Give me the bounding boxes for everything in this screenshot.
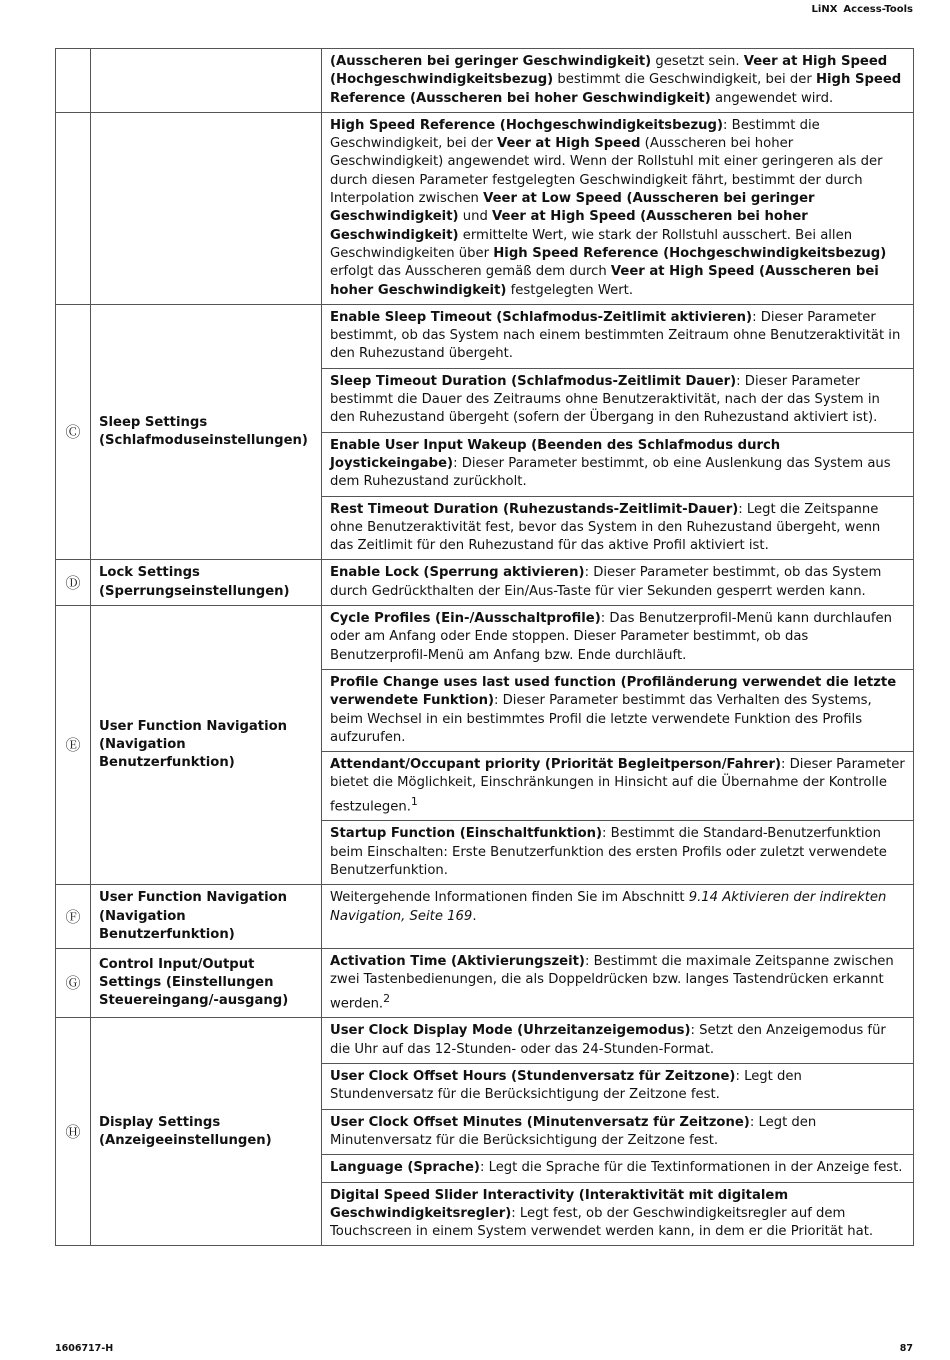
- brand-name: LiNX: [811, 4, 838, 15]
- description-cell: User Clock Offset Hours (Stundenversatz für Zeitzone): Legt den Stundenversatz für die Berücksichtigung der Zeitzone fest.: [322, 1064, 914, 1110]
- description-cell: Activation Time (Aktivierungszeit): Bestimmt die maximale Zeitspanne zwischen zwei Tastenbedienungen, die als Doppeldrücken bzw. langes Tastendrücken erkannt werden.$^2$: [322, 949, 914, 1018]
- description-cell: Language (Sprache): Legt die Sprache für die Textinformationen in der Anzeige fest.: [322, 1155, 914, 1182]
- description-cell: Profile Change uses last used function (Profiländerung verwendet die letzte verwendete Funktion): Dieser Parameter bestimmt das Verhalten des Systems, beim Wechsel in ein bestimmtes Profil die letzte verwendete Funktion des Profils aufzurufen.: [322, 669, 914, 751]
- description-cell: Enable User Input Wakeup (Beenden des Schlafmodus durch Joystickeingabe): Dieser Parameter bestimmt, ob eine Auslenkung das System aus dem Ruhezustand zurückholt.: [322, 432, 914, 496]
- description-cell: Startup Function (Einschaltfunktion): Bestimmt die Standard-Benutzerfunktion beim Einschalten: Erste Benutzerfunktion des ersten Profils oder zuletzt verwendete Benutzerfunktion.: [322, 821, 914, 885]
- setting-group-name: User Function Navigation (Navigation Benutzerfunktion): [91, 606, 322, 885]
- description-cell: Attendant/Occupant priority (Priorität Begleitperson/Fahrer): Dieser Parameter bietet die Möglichkeit, Einschränkungen in Hinsicht auf die Übernahme der Kontrolle festzulegen.$^1$: [322, 752, 914, 821]
- table-row: [56, 949, 914, 1018]
- page-number: 87: [899, 1343, 913, 1354]
- table-row: [56, 304, 914, 368]
- setting-group-name: Control Input/Output Settings (Einstellungen Steuereingang/-ausgang): [91, 949, 322, 1018]
- table-row: [56, 606, 914, 670]
- settings-table: [55, 48, 914, 1246]
- setting-group-name: Sleep Settings (Schlafmoduseinstellungen): [91, 304, 322, 560]
- page-header: [812, 4, 913, 15]
- cross-reference-link[interactable]: 9.14 Aktivieren der indirekten Navigation, Seite 169: [330, 890, 887, 924]
- setting-group-name: Lock Settings (Sperrungseinstellungen): [91, 560, 322, 606]
- description-cell: Enable Sleep Timeout (Schlafmodus-Zeitlimit aktivieren): Dieser Parameter bestimmt, ob das System nach einem bestimmten Zeitraum ohne Benutzeraktivität in den Ruhezustand übergeht.: [322, 304, 914, 368]
- table-row: [56, 49, 914, 113]
- document-id: 1606717-H: [55, 1343, 114, 1354]
- marker-g: Ⓖ: [56, 949, 91, 1018]
- footnote-ref: 1: [410, 794, 418, 808]
- marker-e: Ⓔ: [56, 606, 91, 885]
- table-row: [56, 885, 914, 949]
- description-cell: User Clock Display Mode (Uhrzeitanzeigemodus): Setzt den Anzeigemodus für die Uhr auf das 12-Stunden- oder das 24-Stunden-Format.: [322, 1018, 914, 1064]
- footnote-ref: 2: [383, 991, 391, 1005]
- description-cell: Rest Timeout Duration (Ruhezustands-Zeitlimit-Dauer): Legt die Zeitspanne ohne Benutzeraktivität fest, bevor das System in den Ruhezustand übergeht, wenn das Zeitlimit für den Ruhezustand für das aktive Profil aktiviert ist.: [322, 496, 914, 560]
- setting-group-name: Display Settings (Anzeigeeinstellungen): [91, 1018, 322, 1246]
- setting-name-cell: [91, 49, 322, 113]
- setting-name-cell: [91, 112, 322, 304]
- marker-cell: [56, 49, 91, 113]
- marker-h: Ⓗ: [56, 1018, 91, 1246]
- description-cell: High Speed Reference (Hochgeschwindigkeitsbezug): Bestimmt die Geschwindigkeit, bei der Veer at High Speed (Ausscheren bei hoher Geschwindigkeit) angewendet wird. Wenn der Rollstuhl mit einer geringeren als der durch diesen Parameter festgelegten Geschwindigkeit fährt, bestimmt der durch Interpolation zwischen Veer at Low Speed (Ausscheren bei geringer Geschwindigkeit) und Veer at High Speed (Ausscheren bei hoher Geschwindigkeit) ermittelte Wert, wie stark der Rollstuhl ausschert. Bei allen Geschwindigkeiten über High Speed Reference (Hochgeschwindigkeitsbezug) erfolgt das Ausscheren gemäß dem durch Veer at High Speed (Ausscheren bei hoher Geschwindigkeit) festgelegten Wert.: [322, 112, 914, 304]
- description-cell: Cycle Profiles (Ein-/Ausschaltprofile): Das Benutzerprofil-Menü kann durchlaufen oder am Anfang oder Ende stoppen. Dieser Parameter bestimmt, ob das Benutzerprofil-Menü am Anfang bzw. Ende durchläuft.: [322, 606, 914, 670]
- description-cell: (Ausscheren bei geringer Geschwindigkeit) gesetzt sein. Veer at High Speed (Hochgeschwindigkeitsbezug) bestimmt die Geschwindigkeit, bei der High Speed Reference (Ausscheren bei hoher Geschwindigkeit) angewendet wird.: [322, 49, 914, 113]
- marker-c: Ⓒ: [56, 304, 91, 560]
- table-row: [56, 1018, 914, 1064]
- setting-group-name: User Function Navigation (Navigation Benutzerfunktion): [91, 885, 322, 949]
- marker-f: Ⓕ: [56, 885, 91, 949]
- marker-cell: [56, 112, 91, 304]
- section-name: Access-Tools: [843, 4, 913, 15]
- description-cell: Digital Speed Slider Interactivity (Interaktivität mit digitalem Geschwindigkeitsregler): Legt fest, ob der Geschwindigkeitsregler auf dem Touchscreen in einem System verwendet werden kann, in dem er die Priorität hat.: [322, 1182, 914, 1246]
- table-row: [56, 112, 914, 304]
- description-cell: Sleep Timeout Duration (Schlafmodus-Zeitlimit Dauer): Dieser Parameter bestimmt die Dauer des Zeitraums ohne Benutzeraktivität, nach der das System in den Ruhezustand übergeht (sofern der Übergang in den Ruhezustand aktiviert ist).: [322, 368, 914, 432]
- marker-d: Ⓓ: [56, 560, 91, 606]
- description-cell: Weitergehende Informationen finden Sie im Abschnitt 9.14 Aktivieren der indirekten Navigation, Seite 169.: [322, 885, 914, 949]
- description-cell: Enable Lock (Sperrung aktivieren): Dieser Parameter bestimmt, ob das System durch Gedrückthalten der Ein/Aus-Taste für vier Sekunden gesperrt werden kann.: [322, 560, 914, 606]
- description-cell: User Clock Offset Minutes (Minutenversatz für Zeitzone): Legt den Minutenversatz für die Berücksichtigung der Zeitzone fest.: [322, 1109, 914, 1155]
- table-row: [56, 560, 914, 606]
